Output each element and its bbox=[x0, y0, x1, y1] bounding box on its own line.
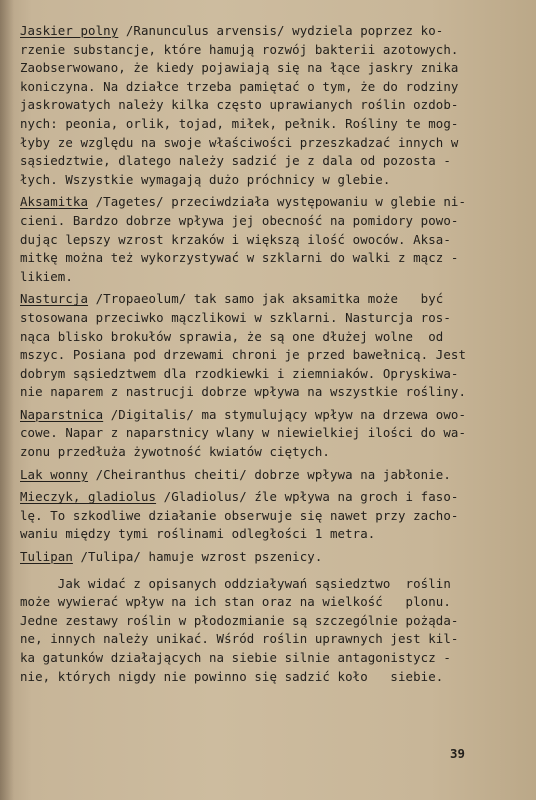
plant-heading: Mieczyk, gladiolus bbox=[20, 489, 157, 505]
text-line: stosowana przeciwko mączlikowi w szklarni. Nasturcja ros- bbox=[20, 309, 451, 325]
section-jaskier bbox=[20, 22, 520, 189]
section-naparstnica bbox=[20, 406, 520, 462]
text-line: Jaskier polny /Ranunculus arvensis/ wydziela poprzez ko- bbox=[20, 23, 444, 38]
text-line: sąsiedztwie, dlatego należy sadzić je z dala od pozosta - bbox=[20, 153, 451, 169]
text-line: może wywierać wpływ na ich stan oraz na wielkość plonu. bbox=[20, 594, 451, 610]
text-line: Naparstnica /Digitalis/ ma stymulujący wpływ na drzewa owo- bbox=[20, 406, 467, 422]
text-line: waniu między tymi roślinami odległości 1 metra. bbox=[20, 526, 376, 542]
text-line: Jedne zestawy roślin w płodozmianie są szczególnie pożąda- bbox=[20, 612, 459, 628]
plant-heading: Nasturcja bbox=[20, 291, 89, 307]
text-line: dobrym sąsiedztwem dla rzodkiewki i ziemniaków. Opryskiwa- bbox=[20, 365, 459, 381]
text-line: nych: peonia, orlik, tojad, miłek, pełnik. Rośliny te mog- bbox=[20, 115, 459, 131]
plant-heading: Lak wonny bbox=[20, 466, 89, 482]
text-line: Mieczyk, gladiolus /Gladiolus/ źle wpływa na groch i faso- bbox=[20, 489, 459, 505]
text-line: cieni. Bardzo dobrze wpływa jej obecność na pomidory powo- bbox=[20, 212, 459, 228]
text-line: łyby ze względu na swoje właściwości przeszkadzać innych w bbox=[20, 134, 459, 150]
text-line: nie, których nigdy nie powinno się sadzić koło siebie. bbox=[20, 668, 444, 684]
text-line: mszyc. Posiana pod drzewami chroni je przed bawełnicą. Jest bbox=[20, 347, 467, 363]
section-nasturcja bbox=[20, 290, 520, 402]
text-line: likiem. bbox=[20, 268, 73, 284]
text-line: nąca blisko brokułów sprawia, że są one dłużej wolne od bbox=[20, 328, 444, 344]
text-line: nie naparem z nastrucji dobrze wpływa na wszystkie rośliny. bbox=[20, 384, 467, 400]
section-tulipan bbox=[20, 548, 520, 567]
text-line: łych. Wszystkie wymagają dużo próchnicy w glebie. bbox=[20, 171, 391, 187]
text-line: ne, innych należy unikać. Wśród roślin uprawnych jest kil- bbox=[20, 631, 459, 647]
text-line: Nasturcja /Tropaeolum/ tak samo jak aksamitka może być bbox=[20, 291, 444, 307]
section-aksamitka bbox=[20, 193, 520, 286]
text-line: ka gatunków działających na siebie silnie antagonistycz - bbox=[20, 650, 451, 665]
text-line: Jak widać z opisanych oddziaływań sąsiedztwo roślin bbox=[20, 575, 451, 591]
plant-heading: Naparstnica bbox=[20, 406, 104, 422]
page-number: 39 bbox=[450, 746, 465, 761]
text-line: jaskrowatych należy kilka często uprawianych roślin ozdob- bbox=[20, 97, 459, 113]
section-mieczyk bbox=[20, 488, 520, 544]
text-line: dując lepszy wzrost krzaków i większą ilość owoców. Aksa- bbox=[20, 231, 451, 247]
text-line: Tulipan /Tulipa/ hamuje wzrost pszenicy. bbox=[20, 549, 323, 565]
text-line: mitkę można też wykorzystywać w szklarni do walki z mącz - bbox=[20, 250, 459, 266]
text-line: Zaobserwowano, że kiedy pojawiają się na łące jaskry znika bbox=[20, 60, 459, 76]
text-line: zonu przedłuża żywotność kwiatów ciętych. bbox=[20, 444, 330, 460]
text-line: Lak wonny /Cheiranthus cheiti/ dobrze wpływa na jabłonie. bbox=[20, 466, 451, 482]
plant-heading: Tulipan bbox=[20, 549, 73, 565]
section-lak bbox=[20, 466, 520, 485]
plant-heading: Aksamitka bbox=[20, 194, 89, 210]
conclusion-paragraph bbox=[20, 575, 520, 687]
text-line: cowe. Napar z naparstnicy wlany w niewielkiej ilości do wa- bbox=[20, 425, 467, 441]
text-line: Aksamitka /Tagetes/ przeciwdziała występowaniu w glebie ni- bbox=[20, 194, 467, 210]
text-line: lę. To szkodliwe działanie obserwuje się nawet przy zacho- bbox=[20, 507, 459, 523]
plant-heading: Jaskier polny bbox=[20, 23, 119, 38]
text-line: koniczyna. Na działce trzeba pamiętać o tym, że do rodziny bbox=[20, 78, 459, 94]
text-line: rzenie substancje, które hamują rozwój bakterii azotowych. bbox=[20, 41, 459, 57]
page-text bbox=[20, 22, 520, 686]
